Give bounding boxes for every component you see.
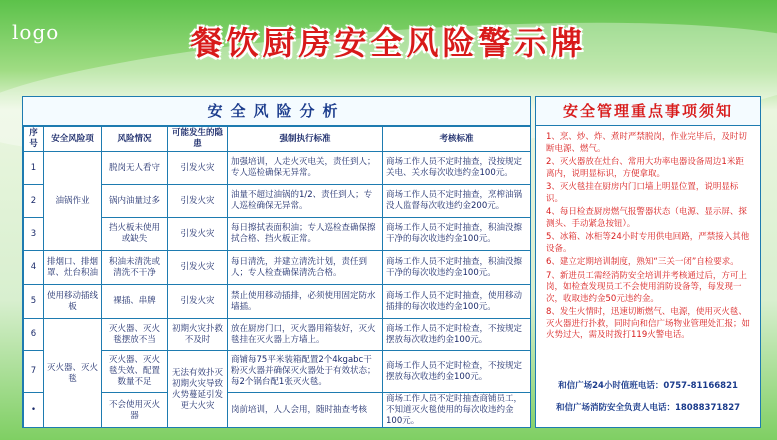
row-item: 使用移动插线板 <box>44 285 102 319</box>
row-situation: 挡火板未使用或缺失 <box>102 218 168 251</box>
table-row <box>24 319 531 351</box>
safety-notes-heading: 安全管理重点事项须知 <box>536 97 760 126</box>
page-title: 餐饮厨房安全风险警示牌 <box>190 24 587 62</box>
row-assess: 商场工作人员不定时抽查，使用移动插排的每次收违约金100元。 <box>383 285 531 319</box>
note-item: 5、冰箱、冰柜等24小时专用供电回路，严禁接入其他设备。 <box>546 232 750 254</box>
col-header-item: 安全风险项 <box>44 127 102 152</box>
table-row <box>24 285 531 319</box>
row-situation: 不会使用灭火器 <box>102 393 168 429</box>
row-num: 1 <box>24 152 44 185</box>
note-item: 8、发生火情时，迅速切断燃气、电源，使用灭火毯、灭火器进行扑救，同时向和信广场物业管理处汇报；如火势过大，需及时拨打119火警电话。 <box>546 307 751 340</box>
note-item: 2、灭火器放在灶台、常用大功率电器设备周边1米距离内，说明显标识，方便拿取。 <box>546 157 744 179</box>
row-standard: 岗前培训，人人会用，随时抽查考核 <box>228 393 383 429</box>
row-num: 3 <box>24 218 44 251</box>
row-hazard: 引发火灾 <box>168 152 228 185</box>
row-situation: 积油未清洗或清洗不干净 <box>102 251 168 285</box>
col-header-standard: 强制执行标准 <box>228 127 383 152</box>
row-situation: 灭火器、灭火毯失效、配置数量不足 <box>102 351 168 393</box>
row-hazard: 引发火灾 <box>168 251 228 285</box>
row-standard: 油量不超过油锅的1/2、责任到人；专人巡检确保无异常。 <box>228 185 383 218</box>
safety-notes-panel <box>535 96 761 428</box>
table-row <box>24 152 531 185</box>
risk-analysis-panel <box>22 96 531 428</box>
row-num: 4 <box>24 251 44 285</box>
row-item: 灭火器、灭火毯 <box>44 319 102 429</box>
col-header-hazard: 可能发生的隐患 <box>168 127 228 152</box>
row-hazard: 引发火灾 <box>168 218 228 251</box>
row-item: 排烟口、排烟罩、灶台积油 <box>44 251 102 285</box>
col-header-assess: 考核标准 <box>383 127 531 152</box>
row-standard: 商铺每75平米装箱配置2个4kgabc干粉灭火器并确保灭火器处于有效状态；每2个锅台配1张灭火毯。 <box>228 351 383 393</box>
row-num: 2 <box>24 185 44 218</box>
row-hazard: 初期火灾扑救不及时 <box>168 319 228 351</box>
row-assess: 商场工作人员不定时抽查，积油没擦干净的每次收违约金100元。 <box>383 251 531 285</box>
row-num: 6 <box>24 319 44 351</box>
col-header-situation: 风险情况 <box>102 127 168 152</box>
fire-officer-phone: 和信广场消防安全负责人电话：18088371827 <box>555 403 741 413</box>
safety-notes-list <box>536 126 760 342</box>
row-assess: 商场工作人员不定时抽查商铺员工，不知道灭火毯使用的每次收违约金100元。 <box>383 393 531 429</box>
row-situation: 裸插、串牌 <box>102 285 168 319</box>
row-assess: 商场工作人员不定时抽查，积油没擦干净的每次收违约金100元。 <box>383 218 531 251</box>
row-num: 7 <box>24 351 44 393</box>
risk-analysis-heading: 安全风险分析 <box>23 97 530 126</box>
row-num: • <box>24 393 44 429</box>
risk-table <box>23 126 531 428</box>
row-standard: 加强培训，人走火灭电关，责任到人；专人巡检确保无异常。 <box>228 152 383 185</box>
row-situation: 灭火器、灭火毯摆放不当 <box>102 319 168 351</box>
table-header-row <box>24 127 531 152</box>
logo: logo <box>12 20 60 44</box>
row-standard: 每日擦拭表面积油；专人巡检查确保擦拭合格、挡火板正常。 <box>228 218 383 251</box>
row-assess: 商场工作人员不定时抽查，没按规定关电、关水每次收违约金100元。 <box>383 152 531 185</box>
note-item: 7、新进员工需经消防安全培训并考核通过后，方可上岗，如检查发现员工不会使用消防设备等，每发现一次，收取违约金50元违约金。 <box>546 270 747 304</box>
note-item: 3、灭火毯挂在厨房内门口墙上明显位置，说明显标识。 <box>546 182 739 204</box>
row-hazard: 引发火灾 <box>168 285 228 319</box>
table-row <box>24 251 531 285</box>
row-assess: 商场工作人员不定时抽查，烹榨油锅没人监督每次收违约金200元。 <box>383 185 531 218</box>
row-assess: 商场工作人员不定时检查，不按规定摆放每次收违约金100元。 <box>383 319 531 351</box>
note-item: 1、烹、炒、炸、煮时严禁脱岗，作业完毕后，及时切断电源、燃气。 <box>546 132 747 154</box>
row-standard: 禁止使用移动插排，必须使用固定防水墙插。 <box>228 285 383 319</box>
col-header-num: 序号 <box>24 127 44 152</box>
row-assess: 商场工作人员不定时检查，不按规定摆放每次收违约金100元。 <box>383 351 531 393</box>
row-hazard: 无法有效扑灭初期火灾导致火势蔓延引发更大火灾 <box>168 351 228 429</box>
row-standard: 放在厨房门口，灭火器用箱装好，灭火毯挂在灭火器上方墙上。 <box>228 319 383 351</box>
duty-phone: 和信广场24小时值班电话：0757-81166821 <box>558 381 738 391</box>
row-hazard: 引发火灾 <box>168 185 228 218</box>
row-situation: 锅内油量过多 <box>102 185 168 218</box>
row-situation: 脱岗无人看守 <box>102 152 168 185</box>
row-num: 5 <box>24 285 44 319</box>
row-standard: 每日清洗，并建立清洗计划，责任到人；专人检查确保清洗合格。 <box>228 251 383 285</box>
row-item: 油锅作业 <box>44 152 102 251</box>
note-item: 6、建立定期培训制度，熟知“三关一闭”自检要求。 <box>546 257 739 267</box>
note-item: 4、每日检查厨房燃气报警器状态（电源、显示屏、探测头、手动紧急按钮）。 <box>546 207 747 229</box>
